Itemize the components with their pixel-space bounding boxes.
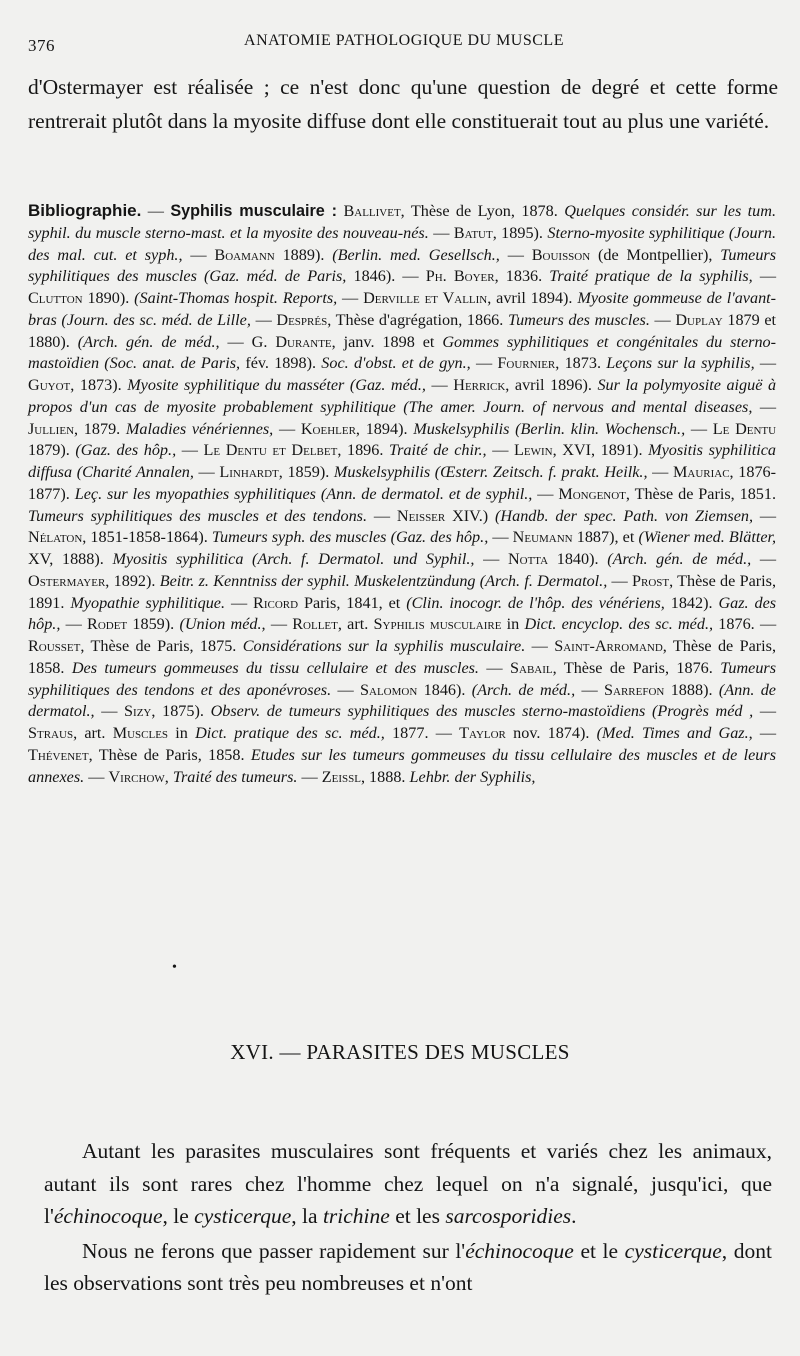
bibliography-entry xyxy=(508,550,760,568)
entry-title: (Handb. der spec. Path. von Ziemsen, xyxy=(495,506,754,525)
entry-title: (Med. Times and Gaz., xyxy=(596,724,753,742)
entry-title: (Arch. gén. de méd., xyxy=(77,332,220,351)
entry-title: Gaz. des hôp., xyxy=(28,593,777,634)
entry-author: Neisser xyxy=(396,506,446,525)
entry-reference: 1894). xyxy=(365,419,408,438)
bibliography-entry xyxy=(214,246,507,264)
bibliography-entry xyxy=(28,637,532,655)
entry-author: Rollet, xyxy=(292,615,342,634)
bibliography-entry xyxy=(426,267,760,285)
entry-reference: Thèse de Paris, 1875. xyxy=(90,637,237,655)
entry-title: (Gaz. des hôp., xyxy=(75,441,177,460)
entry-title: (Berlin. med. Gesellsch., xyxy=(332,245,500,264)
entry-reference: 1888). xyxy=(670,680,713,699)
decorative-dot: • xyxy=(172,960,177,975)
entry-title: Traité des tumeurs. xyxy=(172,767,298,786)
entry-reference: 1840). xyxy=(556,550,599,568)
entry-author: Le Dentu xyxy=(712,419,777,438)
entry-reference: 1876. xyxy=(718,615,755,634)
bibliography-entry xyxy=(276,311,654,329)
entry-reference: XVI, 1891). xyxy=(562,441,643,460)
entry-title: Sterno-myosite syphilitique (Journ. des mal. cut. et syph., xyxy=(28,223,777,264)
entry-author: Mongenot, xyxy=(558,484,630,503)
entry-reference: 1876-1877). xyxy=(28,463,777,503)
entry-author: Sarrefon xyxy=(604,680,665,699)
entry-author: Ricord xyxy=(253,593,299,612)
entry-title: Observ. de tumeurs syphilitiques des muscles sterno-mastoïdiens (Progrès méd , xyxy=(210,702,754,721)
entry-reference: 1859). xyxy=(287,463,330,481)
entry-title: Lehbr. der Syphilis, xyxy=(409,767,536,786)
entry-reference: Thèse d'agrégation, 1866. xyxy=(335,310,504,329)
entry-title: (Union méd., xyxy=(179,615,266,634)
bibliography-entry xyxy=(301,420,691,438)
bibliography-entry xyxy=(87,615,271,633)
entry-title: (Clin. inocogr. de l'hôp. des vénériens, xyxy=(406,593,665,612)
entry-reference: Thèse de Paris, 1851. xyxy=(634,484,777,503)
entry-author: Fournier, xyxy=(497,354,560,373)
italic-term: échinocoque xyxy=(53,1204,163,1228)
entry-reference: 1892). xyxy=(113,571,156,590)
entry-author: Notta xyxy=(507,550,549,568)
entry-title: Beitr. z. Kenntniss der syphil. Muskelentzündung (Arch. f. Dermatol., xyxy=(159,571,608,590)
body-paragraph xyxy=(44,1135,772,1233)
entry-reference: 1836. xyxy=(505,267,543,286)
entry-title: Myositis syphilitica (Arch. f. Dermatol. und Syphil., xyxy=(112,550,475,568)
entry-author: Zeissl, xyxy=(321,767,365,786)
bibliography-entry xyxy=(292,615,760,633)
entry-reference: XIV.) xyxy=(452,506,489,525)
entry-reference: 1846). xyxy=(353,267,396,286)
entry-author: Jullien, xyxy=(28,419,79,438)
bibliography-entry xyxy=(397,507,760,525)
entry-reference: nov. 1874). xyxy=(513,724,590,742)
entry-reference: Paris, 1841, et xyxy=(303,593,401,612)
entry-author: Syphilis musculaire xyxy=(373,615,502,634)
section-body xyxy=(44,1135,772,1300)
text-run: et le xyxy=(573,1238,625,1263)
entry-reference: art. xyxy=(347,615,369,634)
entry-reference: 1846). xyxy=(423,680,466,699)
entry-title: Tumeurs syphilitiques des muscles (Gaz. méd. de Paris, xyxy=(28,245,777,286)
entry-author: Prost, xyxy=(632,571,674,590)
entry-author: Guyot, xyxy=(28,376,75,394)
entry-author: Mauriac, xyxy=(673,463,734,481)
entry-reference: 1890). xyxy=(87,289,130,307)
entry-reference: 1879 et 1880). xyxy=(28,310,777,351)
entry-author: Nélaton, xyxy=(28,528,87,547)
entry-title: (Saint-Thomas hospit. Reports, xyxy=(134,289,338,307)
bibliography-entry xyxy=(360,681,581,699)
entry-reference: janv. 1898 et xyxy=(343,332,435,351)
entry-reference: fév. 1898). xyxy=(245,354,317,373)
entry-title: Sur la polymyosite aiguë à propos d'un cas de myosite probablement syphilitique (The amer. Journ. of nervous and mental diseases, xyxy=(28,376,777,416)
entry-title: Myositis syphilitica diffusa (Charité Annalen, xyxy=(28,441,777,481)
italic-term: trichine xyxy=(322,1204,390,1228)
entry-title: Maladies vénériennes, xyxy=(125,419,274,438)
entry-title: Considérations sur la syphilis musculaire. xyxy=(242,637,526,655)
entry-title: (Wiener med. Blätter, xyxy=(638,528,777,547)
entry-reference: 1877. xyxy=(392,724,429,742)
entry-title: (Ann. de dermatol., xyxy=(28,680,776,721)
text-run: Autant les parasites musculaires sont fréquents et variés chez les animaux, autant ils sont rares chez l'homme chez lequel on n'a signalé, jusqu'ici, que l' xyxy=(44,1139,772,1228)
entry-title: Muskelsyphilis (Œsterr. Zeitsch. f. prakt. Heilk., xyxy=(333,463,648,481)
entry-title: Tumeurs syphilitiques des tendons et des aponévroses. xyxy=(28,658,777,699)
italic-term: échinocoque xyxy=(465,1238,574,1263)
entry-title: Myopathie syphilitique. xyxy=(70,593,226,612)
entry-reference: (de Montpellier), xyxy=(598,245,713,264)
entry-author: Taylor xyxy=(459,724,506,742)
entry-author: Rodet xyxy=(87,615,128,634)
entry-author: Ostermayer, xyxy=(28,571,110,590)
entry-reference: Thèse de Paris, 1876. xyxy=(563,658,713,677)
entry-author: Ph. Boyer, xyxy=(425,267,499,286)
entry-title: Myosite gommeuse de l'avant-bras (Journ. des sc. méd. de Lille, xyxy=(28,289,777,329)
entry-author: Virchow, xyxy=(108,767,169,786)
entry-title: Soc. d'obst. et de gyn., xyxy=(321,354,471,373)
text-run: , le xyxy=(162,1204,195,1228)
body-paragraph xyxy=(44,1235,772,1300)
entry-title: Muskelsyphilis (Berlin. klin. Wochensch., xyxy=(413,419,686,438)
bibliography-entry xyxy=(124,702,760,720)
entry-author: Rousset, xyxy=(28,637,85,655)
entry-author: Boamann xyxy=(214,245,275,264)
entry-reference: 1879). xyxy=(28,441,70,460)
entry-author: Thévenet, xyxy=(28,745,93,764)
bibliography-entry xyxy=(219,463,652,481)
bibliography-entry xyxy=(204,441,493,459)
entry-author: Bouisson xyxy=(531,245,591,264)
entry-author: Sabail, xyxy=(510,658,557,677)
entry-reference: 1879. xyxy=(83,419,121,438)
entry-reference: 1887), et xyxy=(576,528,635,547)
entry-title: Quelques considér. sur les tum. syphil. du muscle sterno-mast. et la myosite des nouveau-nés. xyxy=(28,202,776,242)
entry-title: Dict. pratique des sc. méd., xyxy=(195,724,385,742)
italic-term: sarcosporidies xyxy=(445,1204,572,1228)
entry-reference: 1889). xyxy=(282,245,325,264)
bibliography-entry xyxy=(28,289,342,307)
bibliography-entry xyxy=(28,528,492,546)
bibliography-entry xyxy=(322,768,536,786)
running-title: ANATOMIE PATHOLOGIQUE DU MUSCLE xyxy=(244,32,564,49)
entry-reference: 1896. xyxy=(346,441,384,460)
text-run: , la xyxy=(291,1204,323,1228)
entry-reference: 1888. xyxy=(369,767,406,786)
entry-title: Leç. sur les myopathies syphilitiques (Ann. de dermatol. et de syphil., xyxy=(74,484,533,503)
entry-title: Etudes sur les tumeurs gommeuses du tissu cellulaire des muscles et de leurs annexes. xyxy=(28,745,776,786)
entry-reference: 1859). xyxy=(132,615,175,634)
entry-author: Straus, xyxy=(28,724,78,742)
entry-reference: in xyxy=(175,724,188,742)
page-number: 376 xyxy=(28,36,55,55)
entry-title: Tumeurs syphilitiques des muscles et des tendons. xyxy=(28,506,368,525)
entry-author: Neumann xyxy=(512,528,573,547)
entry-title: Tumeurs syph. des muscles (Gaz. des hôp., xyxy=(211,528,489,547)
entry-author: Després, xyxy=(276,310,332,329)
entry-title: Traité de chir., xyxy=(389,441,487,460)
text-run: Nous ne ferons que passer rapidement sur l' xyxy=(82,1238,466,1263)
entry-reference: 1873. xyxy=(564,354,601,373)
entry-reference: art. xyxy=(84,724,106,742)
text-run: et les xyxy=(389,1204,446,1228)
entry-reference: 1851-1858-1864). xyxy=(90,528,208,547)
entry-author: Lewin, xyxy=(513,441,557,460)
section-title: XVI. — PARASITES DES MUSCLES xyxy=(230,1040,570,1064)
bibliography-entry xyxy=(28,724,436,742)
entry-author: G. Durante, xyxy=(251,332,336,351)
entry-author: Clutton xyxy=(28,289,83,307)
italic-term: cysticerque xyxy=(194,1204,292,1228)
entry-author: Le Dentu et Delbet, xyxy=(203,441,342,460)
entry-reference: avril 1894). xyxy=(496,289,573,307)
entry-reference: 1875). xyxy=(162,702,204,721)
bibliography-entry xyxy=(28,572,612,590)
entry-title: Leçons sur la syphilis, xyxy=(606,354,755,373)
italic-term: cysticerque xyxy=(624,1238,722,1263)
bibliography-entry xyxy=(28,376,432,394)
entry-title: Myosite syphilitique du masséter (Gaz. méd., xyxy=(127,376,426,394)
entry-reference: avril 1896). xyxy=(514,376,592,394)
entry-reference: Thèse de Paris, 1858. xyxy=(28,637,777,677)
entry-author: Linhardt, xyxy=(219,463,283,481)
entry-author: Duplay xyxy=(675,310,723,329)
entry-author: Herrick, xyxy=(453,376,510,394)
entry-title: Des tumeurs gommeuses du tissu cellulaire et des muscles. xyxy=(71,658,479,677)
entry-reference: Thèse de Paris, 1858. xyxy=(98,745,245,764)
bibliography-entry xyxy=(108,768,301,786)
entry-title: Dict. encyclop. des sc. méd., xyxy=(524,615,714,634)
page-header xyxy=(28,30,780,56)
entry-author: Salomon xyxy=(360,680,418,699)
entry-title: (Arch. gén. de méd., xyxy=(607,550,752,568)
intro-paragraph: d'Ostermayer est réalisée ; ce n'est donc qu'une question de degré et cette forme rentrerait plutôt dans la myosite diffuse dont elle constituerait tout au plus une variété. xyxy=(28,75,778,133)
entry-reference: Thèse de Lyon, 1878. xyxy=(410,202,558,220)
bibliography-entry xyxy=(28,420,279,438)
bibliography-entry xyxy=(497,354,760,372)
bibliography-entry xyxy=(459,724,760,742)
entry-author: Derville et Vallin, xyxy=(363,289,492,307)
text-run: . xyxy=(571,1204,577,1228)
entry-author: Ballivet, xyxy=(343,202,405,220)
entry-reference: 1895). xyxy=(501,223,543,242)
entry-author: Batut, xyxy=(453,223,497,242)
entry-title: Tumeurs des muscles. xyxy=(507,310,650,329)
entry-title: Traité pratique de la syphilis, xyxy=(549,267,753,286)
entry-author: Sizy, xyxy=(124,702,156,721)
entry-title: (Arch. de méd., xyxy=(471,680,576,699)
bibliography-subject: Syphilis musculaire : xyxy=(170,202,338,220)
entry-author: Koehler, xyxy=(300,419,360,438)
entry-reference: 1873). xyxy=(79,376,122,394)
entry-author: Muscles xyxy=(112,724,169,742)
text-run: , dont les observations sont très peu nombreuses et n'ont xyxy=(44,1238,772,1295)
entry-author: Saint-Arromand, xyxy=(554,637,667,655)
bibliography: Bibliographie. — Syphilis musculaire : Ballivet, Thèse de Lyon, 1878. Quelques considér. sur les tum. syphil. du muscle sterno-mast. et la myosite des nouveau-nés. — Batut, 1895). Sterno-myosite syphilitique (Journ. des mal. cut. et syph., — Boamann 1889). (Berlin. med. Gesellsch., — Bouisson (de Montpellier), Tumeurs syphilitiques des muscles (Gaz. méd. de Paris, 1846). — Ph. Boyer, 1836. Traité pratique de la syphilis, — Clutton 1890). (Saint-Thomas hospit. Reports, — Derville et Vallin, avril 1894). Myosite gommeuse de l'avant-bras (Journ. des sc. méd. de Lille, — Després, Thèse d'agrégation, 1866. Tumeurs des muscles. — Duplay 1879 et 1880). (Arch. gén. de méd., — G. Durante, janv. 1898 et Gommes syphilitiques et congénitales du sterno-mastoïdien (Soc. anat. de Paris, fév. 1898). Soc. d'obst. et de gyn., — Fournier, 1873. Leçons sur la syphilis, — Guyot, 1873). Myosite syphilitique du masséter (Gaz. méd., — Herrick, avril 1896). Sur la polymyosite aiguë à propos d'un cas de myosite probablement syphilitique (The amer. Journ. of nervous and mental diseases, — Jullien, 1879. Maladies vénériennes, — Koehler, 1894). Muskelsyphilis (Berlin. klin. Wochensch., — Le Dentu 1879). (Gaz. des hôp., — Le Dentu et Delbet, 1896. Traité de chir., — Lewin, XVI, 1891). Myositis syphilitica diffusa (Charité Annalen, — Linhardt, 1859). Muskelsyphilis (Œsterr. Zeitsch. f. prakt. Heilk., — Mauriac, 1876-1877). Leç. sur les myopathies syphilitiques (Ann. de dermatol. et de syphil., — Mongenot, Thèse de Paris, 1851. Tumeurs syphilitiques des muscles et des tendons. — Neisser XIV.) (Handb. der spec. Path. von Ziemsen, — Nélaton, 1851-1858-1864). Tumeurs syph. des muscles (Gaz. des hôp., — Neumann 1887), et (Wiener med. Blätter, XV, 1888). Myositis syphilitica (Arch. f. Dermatol. und Syphil., — Notta 1840). (Arch. gén. de méd., — Ostermayer, 1892). Beitr. z. Kenntniss der syphil. Muskelentzündung (Arch. f. Dermatol., — Prost, Thèse de Paris, 1891. Myopathie syphilitique. — Ricord Paris, 1841, et (Clin. inocogr. de l'hôp. des vénériens, 1842). Gaz. des hôp., — Rodet 1859). (Union méd., — Rollet, art. Syphilis musculaire in Dict. encyclop. des sc. méd., 1876. — Rousset, Thèse de Paris, 1875. Considérations sur la syphilis musculaire. — Saint-Arromand, Thèse de Paris, 1858. Des tumeurs gommeuses du tissu cellulaire et des muscles. — Sabail, Thèse de Paris, 1876. Tumeurs syphilitiques des tendons et des aponévroses. — Salomon 1846). (Arch. de méd., — Sarrefon 1888). (Ann. de dermatol., — Sizy, 1875). Observ. de tumeurs syphilitiques des muscles sterno-mastoïdiens (Progrès méd , — Straus, art. Muscles in Dict. pratique des sc. méd., 1877. — Taylor nov. 1874). (Med. Times and Gaz., — Thévenet, Thèse de Paris, 1858. Etudes sur les tumeurs gommeuses du tissu cellulaire des muscles et de leurs annexes. — Virchow, Traité des tumeurs. — Zeissl, 1888. Lehbr. der Syphilis, xyxy=(28,201,777,786)
entry-reference: in xyxy=(506,615,520,634)
entry-reference: 1842). xyxy=(670,593,713,612)
entry-reference: XV, 1888). xyxy=(28,550,104,568)
bibliography-heading: Bibliographie. xyxy=(28,201,142,220)
entry-reference: Thèse de Paris, 1891. xyxy=(28,571,777,612)
entry-title: Gommes syphilitiques et congénitales du sterno-mastoïdien (Soc. anat. de Paris, xyxy=(28,332,777,373)
